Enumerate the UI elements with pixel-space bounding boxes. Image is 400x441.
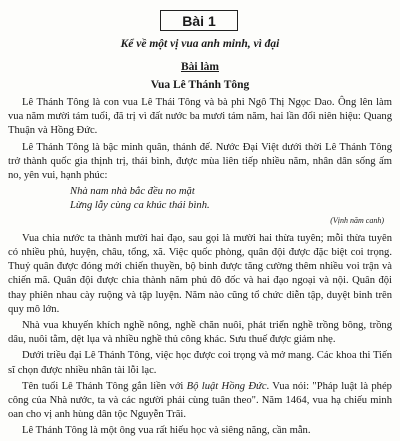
paragraph-6-start: Tên tuổi Lê Thánh Tông gắn liền với (22, 380, 187, 392)
paragraph-1: Lê Thánh Tông là con vua Lê Thái Tông và bà phi Ngô Thị Ngọc Dao. Ông lên làm vua năm mười tám tuổi, đã trị vì đất nước ba mươi tám năm, hai lần đổi niên hiệu: Quang Thuận và Hồng Đức. (8, 97, 392, 137)
task-heading: Kể về một vị vua anh minh, vì đại (120, 38, 280, 50)
law-code-title: Bộ luật Hồng Đức (186, 380, 267, 392)
paragraph-6 (8, 380, 392, 423)
poem-line-2: Lừng lẫy cùng ca khúc thái bình. (70, 200, 210, 212)
piece-title: Vua Lê Thánh Tông (150, 79, 250, 91)
poem-line-1: Nhà nam nhà bắc đều no mặt (70, 186, 195, 198)
essay-body (8, 96, 392, 441)
paragraph-6-end: . Vua nói: "Pháp luật là phép công của Nhà nước, ta và các người phải cùng tuân theo". Năm 1464, vua hạ chiếu minh oan cho vị anh hùng dân tộc Nguyễn Trãi. (8, 380, 392, 421)
paragraph-2: Lê Thánh Tông là bậc minh quân, thánh đế. Nước Đại Việt dưới thời Lê Thánh Tông trở thành quốc gia thịnh trị, thái bình, được mùa liên tiếp nhiều năm, nhân dân sống ấm no, yên vui, hạnh phúc: (8, 141, 392, 182)
paragraph-4: Nhà vua khuyến khích nghề nông, nghề chăn nuôi, phát triển nghề trồng bông, trồng dâu, nuôi tằm, dệt lụa và nhiều nghề thủ công khác. Sưu thuế được giảm nhẹ. (8, 320, 392, 346)
poem-source: (Vịnh năm canh) (330, 215, 384, 225)
paragraph-3: Vua chia nước ta thành mười hai đạo, sau gọi là mười hai thừa tuyên; mỗi thừa tuyên có nhiều phủ, huyện, châu, tổng, xã. Việc quốc phòng, quân đội được đặc biệt coi trọng. Thuỷ quân được đóng mới chiến thuyền, bộ binh được tăng cường thêm nhiều voi trận và chiến mã. Quân đội được chia thành năm phủ đô đốc và hai đạo ngoại và nội. Quân đội thay phiên nhau cày ruộng và tập luyện. Năm nào cũng tổ chức diễn tập, duyệt binh trên quy mô lớn. (8, 232, 392, 315)
answer-label: Bài làm (180, 61, 219, 73)
paragraph-7: Lê Thánh Tông là một ông vua rất hiếu học và siêng năng, cần mẫn. (22, 425, 311, 437)
lesson-number-box: Bài 1 (160, 10, 238, 31)
poem-quote (70, 185, 392, 213)
paragraph-5: Dưới triều đại Lê Thánh Tông, việc học được coi trọng và mở mang. Các khoa thi Tiến sĩ chọn được nhiều nhân tài lỗi lạc. (8, 350, 392, 376)
